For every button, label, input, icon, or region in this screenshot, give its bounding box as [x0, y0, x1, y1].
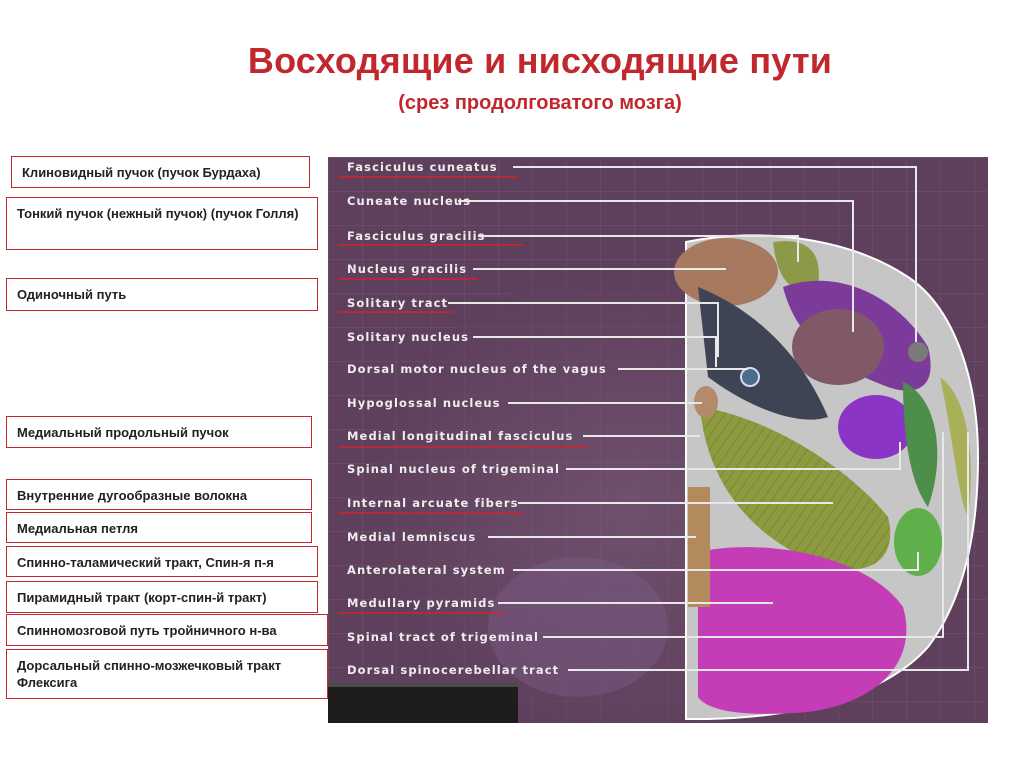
en-label-solitary-tract: Solitary tract [347, 296, 449, 310]
ru-label-medial-lemniscus: Медиальная петля [6, 512, 312, 543]
ru-label-solitary-tract: Одиночный путь [6, 278, 318, 311]
en-label-internal-arcuate-fibers: Internal arcuate fibers [347, 496, 519, 510]
en-label-anterolateral-system: Anterolateral system [347, 563, 506, 577]
en-label-medial-longitudinal-fasciculus: Medial longitudinal fasciculus [347, 429, 574, 443]
ru-label-gracile-fasciculus: Тонкий пучок (нежный пучок) (пучок Голля) [6, 197, 318, 250]
en-label-dorsal-spinocerebellar-tract: Dorsal spinocerebellar tract [347, 663, 560, 677]
page-subtitle: (срез продолговатого мозга) [398, 92, 682, 114]
ru-label-internal-arcuate-fibers: Внутренние дугообразные волокна [6, 479, 312, 510]
ru-label-pyramidal-tract: Пирамидный тракт (корт-спин-й тракт) [6, 581, 318, 613]
en-label-medullary-pyramids: Medullary pyramids [347, 596, 496, 610]
en-label-cuneate-nucleus: Cuneate nucleus [347, 194, 472, 208]
en-label-fasciculus-gracilis: Fasciculus gracilis [347, 229, 486, 243]
en-label-spinal-tract-trigeminal: Spinal tract of trigeminal [347, 630, 540, 644]
ru-label-cuneate-fasciculus: Клиновидный пучок (пучок Бурдаха) [11, 156, 310, 188]
en-label-dorsal-motor-nucleus-vagus: Dorsal motor nucleus of the vagus [347, 362, 607, 376]
medulla-cross-section [328, 157, 988, 723]
en-label-fasciculus-cuneatus: Fasciculus cuneatus [347, 160, 498, 174]
en-label-spinal-nucleus-trigeminal: Spinal nucleus of trigeminal [347, 462, 560, 476]
page-title: Восходящие и нисходящие пути [247, 40, 833, 81]
ru-label-spinal-trigeminal-tract: Спинномозговой путь тройничного н-ва [6, 614, 328, 646]
ru-label-medial-longitudinal-fasciculus: Медиальный продольный пучок [6, 416, 312, 448]
en-label-hypoglossal-nucleus: Hypoglossal nucleus [347, 396, 501, 410]
ru-label-spinothalamic-tract: Спинно-таламический тракт, Спин-я п-я [6, 546, 318, 577]
en-label-nucleus-gracilis: Nucleus gracilis [347, 262, 468, 276]
ru-label-dorsal-spinocerebellar-tract: Дорсальный спинно-мозжечковый тракт Флексига [6, 649, 328, 699]
en-label-solitary-nucleus: Solitary nucleus [347, 330, 470, 344]
en-label-medial-lemniscus: Medial lemniscus [347, 530, 477, 544]
